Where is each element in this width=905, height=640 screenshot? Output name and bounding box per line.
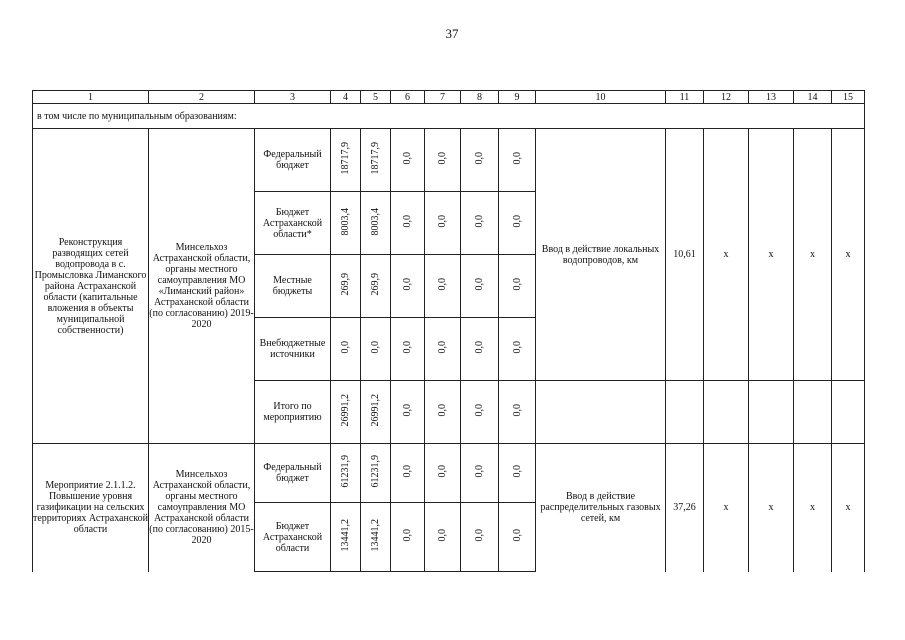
mark-cell: х (749, 444, 794, 572)
activity-cell: Мероприятие 2.1.1.2. Повышение уровня газификации на сельских территориях Астраханской области (33, 444, 149, 572)
amount-cell: 0,0 (437, 215, 448, 228)
amount-cell: 0,0 (437, 465, 448, 478)
column-number: 4 (331, 91, 361, 104)
amount-cell: 0,0 (402, 152, 413, 165)
empty-cell (794, 381, 832, 444)
amount-cell: 0,0 (402, 215, 413, 228)
empty-cell (832, 381, 865, 444)
funding-source: Бюджет Астраханской области* (255, 192, 331, 255)
column-number: 10 (536, 91, 666, 104)
empty-cell (536, 381, 666, 444)
mark-cell: х (794, 444, 832, 572)
amount-cell: 0,0 (511, 529, 523, 542)
funding-source: Итого по мероприятию (255, 381, 331, 444)
column-number: 15 (832, 91, 865, 104)
amount-cell: 269,9 (370, 273, 381, 296)
amount-cell: 0,0 (474, 465, 485, 478)
amount-cell: 61231,9 (340, 455, 351, 488)
column-number: 8 (461, 91, 499, 104)
indicator-value: 37,26 (666, 444, 704, 572)
amount-cell: 0,0 (402, 341, 413, 354)
amount-cell: 269,9 (340, 273, 351, 296)
amount-cell: 0,0 (474, 404, 485, 417)
amount-cell: 0,0 (402, 529, 413, 542)
column-number: 9 (499, 91, 536, 104)
column-number: 11 (666, 91, 704, 104)
amount-cell: 0,0 (437, 278, 448, 291)
mark-cell: х (704, 444, 749, 572)
amount-cell: 0,0 (511, 152, 523, 165)
amount-cell: 13441,2 (370, 519, 381, 552)
column-number: 3 (255, 91, 331, 104)
indicator-value: 10,61 (666, 129, 704, 381)
amount-cell: 0,0 (511, 404, 523, 417)
empty-cell (666, 381, 704, 444)
amount-cell: 0,0 (474, 152, 485, 165)
amount-cell: 26991,2 (370, 394, 381, 427)
column-number: 6 (391, 91, 425, 104)
mark-cell: х (704, 129, 749, 381)
amount-cell: 0,0 (511, 215, 523, 228)
amount-cell: 61231,9 (370, 455, 381, 488)
column-numbers-row (33, 91, 865, 104)
section-label: в том числе по муниципальным образованиям: (33, 104, 865, 129)
column-number: 7 (425, 91, 461, 104)
amount-cell: 0,0 (402, 404, 413, 417)
mark-cell: х (832, 129, 865, 381)
funding-source: Федеральный бюджет (255, 444, 331, 503)
amount-cell: 0,0 (511, 278, 523, 291)
amount-cell: 13441,2 (340, 519, 351, 552)
funding-source: Внебюджетные источники (255, 318, 331, 381)
column-number: 12 (704, 91, 749, 104)
budget-table (32, 90, 865, 572)
mark-cell: х (749, 129, 794, 381)
page-number: 37 (445, 26, 459, 41)
table-row (33, 444, 865, 503)
activity-cell: Реконструкция разводящих сетей водопровода в с. Промысловка Лиманского района Астраханской области (капитальные вложения в объекты муниципальной собственности) (33, 129, 149, 444)
column-number: 14 (794, 91, 832, 104)
funding-source: Федеральный бюджет (255, 129, 331, 192)
amount-cell: 0,0 (474, 215, 485, 228)
mark-cell: х (794, 129, 832, 381)
column-number: 2 (149, 91, 255, 104)
amount-cell: 0,0 (340, 341, 351, 354)
amount-cell: 0,0 (474, 341, 485, 354)
amount-cell: 0,0 (474, 278, 485, 291)
column-number: 1 (33, 91, 149, 104)
table-row (33, 129, 865, 192)
executor-cell: Минсельхоз Астраханской области, органы местного самоуправления МО «Лиманский район» Астраханской области (по согласованию) 2019-2020 (149, 129, 255, 444)
amount-cell: 0,0 (437, 341, 448, 354)
amount-cell: 8003,4 (370, 207, 381, 236)
executor-cell: Минсельхоз Астраханской области, органы местного самоуправления МО Астраханской области (по согласованию) 2015-2020 (149, 444, 255, 572)
amount-cell: 26991,2 (340, 394, 351, 427)
empty-cell (749, 381, 794, 444)
amount-cell: 0,0 (474, 529, 485, 542)
amount-cell: 0,0 (370, 341, 381, 354)
amount-cell: 0,0 (511, 341, 523, 354)
amount-cell: 0,0 (437, 152, 448, 165)
funding-source: Местные бюджеты (255, 255, 331, 318)
amount-cell: 0,0 (511, 465, 523, 478)
amount-cell: 8003,4 (340, 207, 351, 236)
column-number: 13 (749, 91, 794, 104)
amount-cell: 0,0 (402, 465, 413, 478)
column-number: 5 (361, 91, 391, 104)
amount-cell: 0,0 (437, 404, 448, 417)
amount-cell: 18717,9 (370, 142, 381, 175)
section-row (33, 104, 865, 129)
amount-cell: 18717,9 (340, 142, 351, 175)
amount-cell: 0,0 (402, 278, 413, 291)
mark-cell: х (832, 444, 865, 572)
amount-cell: 0,0 (437, 529, 448, 542)
indicator-cell: Ввод в действие распределительных газовых сетей, км (536, 444, 666, 572)
empty-cell (704, 381, 749, 444)
indicator-cell: Ввод в действие локальных водопроводов, км (536, 129, 666, 381)
funding-source: Бюджет Астраханской области (255, 503, 331, 572)
